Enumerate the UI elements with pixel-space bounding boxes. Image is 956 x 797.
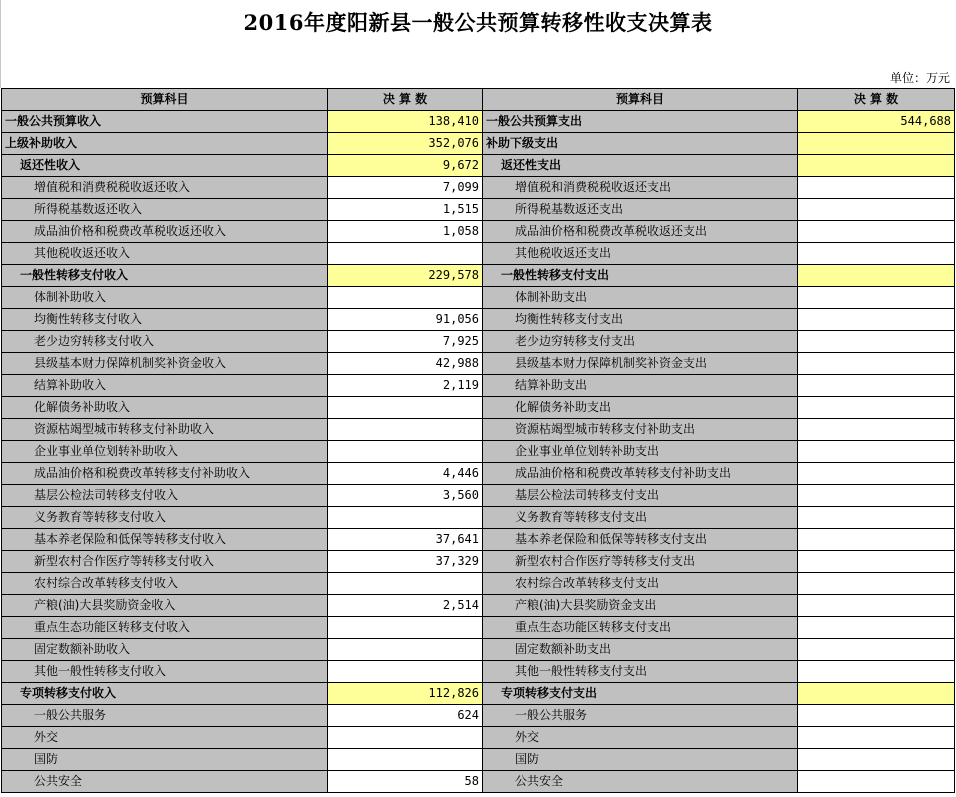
revenue-value-cell[interactable] (328, 397, 483, 419)
expenditure-item-cell[interactable]: 基本养老保险和低保等转移支付支出 (483, 529, 798, 551)
expenditure-value-cell[interactable] (798, 441, 955, 463)
expenditure-item-cell[interactable]: 义务教育等转移支付支出 (483, 507, 798, 529)
table-row (2, 419, 955, 441)
table-row (2, 705, 955, 727)
report-title: 2016年度阳新县一般公共预算转移性收支决算表 (243, 10, 713, 35)
revenue-value-cell[interactable] (328, 243, 483, 265)
table-row (2, 507, 955, 529)
revenue-item-cell[interactable]: 所得税基数返还收入 (2, 199, 328, 221)
table-row (2, 595, 955, 617)
revenue-value-cell[interactable]: 1,515 (328, 199, 483, 221)
table-row (2, 155, 955, 177)
revenue-value-cell[interactable]: 3,560 (328, 485, 483, 507)
revenue-value-cell[interactable] (328, 419, 483, 441)
revenue-item-cell[interactable]: 新型农村合作医疗等转移支付收入 (2, 551, 328, 573)
table-row (2, 243, 955, 265)
revenue-value-cell[interactable]: 2,514 (328, 595, 483, 617)
expenditure-value-cell[interactable] (798, 507, 955, 529)
expenditure-value-cell[interactable] (798, 221, 955, 243)
revenue-value-cell[interactable]: 112,826 (328, 683, 483, 705)
expenditure-item-cell[interactable]: 资源枯竭型城市转移支付补助支出 (483, 419, 798, 441)
expenditure-value-cell[interactable] (798, 463, 955, 485)
expenditure-value-cell[interactable] (798, 353, 955, 375)
table-row (2, 199, 955, 221)
revenue-item-cell[interactable]: 老少边穷转移支付收入 (2, 331, 328, 353)
expenditure-item-cell[interactable]: 专项转移支付支出 (483, 683, 798, 705)
revenue-item-cell[interactable]: 其他税收返还收入 (2, 243, 328, 265)
revenue-item-cell[interactable]: 企业事业单位划转补助收入 (2, 441, 328, 463)
revenue-value-cell[interactable]: 624 (328, 705, 483, 727)
revenue-value-cell[interactable] (328, 749, 483, 771)
table-row (2, 727, 955, 749)
expenditure-item-cell[interactable]: 基层公检法司转移支付支出 (483, 485, 798, 507)
expenditure-item-cell[interactable]: 外交 (483, 727, 798, 749)
revenue-value-cell[interactable]: 9,672 (328, 155, 483, 177)
revenue-item-cell[interactable]: 产粮(油)大县奖励资金收入 (2, 595, 328, 617)
table-row (2, 309, 955, 331)
table-row (2, 573, 955, 595)
expenditure-value-cell[interactable] (798, 705, 955, 727)
table-row (2, 221, 955, 243)
expenditure-item-cell[interactable]: 化解债务补助支出 (483, 397, 798, 419)
expenditure-value-cell[interactable] (798, 485, 955, 507)
expenditure-value-cell[interactable] (798, 287, 955, 309)
expenditure-value-cell[interactable] (798, 133, 955, 155)
table-row (2, 331, 955, 353)
expenditure-item-cell[interactable]: 所得税基数返还支出 (483, 199, 798, 221)
table-row (2, 749, 955, 771)
revenue-item-cell[interactable]: 外交 (2, 727, 328, 749)
header-left-value: 决 算 数 (328, 89, 483, 111)
expenditure-item-cell[interactable]: 返还性支出 (483, 155, 798, 177)
expenditure-value-cell[interactable] (798, 727, 955, 749)
revenue-value-cell[interactable]: 138,410 (328, 111, 483, 133)
revenue-value-cell[interactable] (328, 661, 483, 683)
table-row (2, 529, 955, 551)
revenue-value-cell[interactable]: 37,641 (328, 529, 483, 551)
expenditure-value-cell[interactable] (798, 331, 955, 353)
revenue-item-cell[interactable]: 国防 (2, 749, 328, 771)
revenue-value-cell[interactable]: 37,329 (328, 551, 483, 573)
revenue-value-cell[interactable]: 7,099 (328, 177, 483, 199)
expenditure-value-cell[interactable] (798, 749, 955, 771)
expenditure-value-cell[interactable] (798, 573, 955, 595)
header-left-item: 预算科目 (2, 89, 328, 111)
expenditure-value-cell[interactable] (798, 375, 955, 397)
expenditure-value-cell[interactable] (798, 155, 955, 177)
table-row (2, 397, 955, 419)
expenditure-item-cell[interactable]: 县级基本财力保障机制奖补资金支出 (483, 353, 798, 375)
revenue-value-cell[interactable] (328, 287, 483, 309)
expenditure-item-cell[interactable]: 成品油价格和税费改革转移支付补助支出 (483, 463, 798, 485)
revenue-item-cell[interactable]: 成品油价格和税费改革税收返还收入 (2, 221, 328, 243)
revenue-value-cell[interactable]: 229,578 (328, 265, 483, 287)
expenditure-item-cell[interactable]: 国防 (483, 749, 798, 771)
revenue-item-cell[interactable]: 一般性转移支付收入 (2, 265, 328, 287)
expenditure-item-cell[interactable]: 增值税和消费税税收返还支出 (483, 177, 798, 199)
revenue-item-cell[interactable]: 专项转移支付收入 (2, 683, 328, 705)
expenditure-item-cell[interactable]: 企业事业单位划转补助支出 (483, 441, 798, 463)
expenditure-value-cell[interactable] (798, 419, 955, 441)
expenditure-value-cell[interactable] (798, 683, 955, 705)
expenditure-item-cell[interactable]: 产粮(油)大县奖励资金支出 (483, 595, 798, 617)
expenditure-item-cell[interactable]: 结算补助支出 (483, 375, 798, 397)
table-row (2, 639, 955, 661)
expenditure-item-cell[interactable]: 其他一般性转移支付支出 (483, 661, 798, 683)
expenditure-item-cell[interactable]: 一般性转移支付支出 (483, 265, 798, 287)
expenditure-item-cell[interactable]: 一般公共服务 (483, 705, 798, 727)
revenue-value-cell[interactable]: 2,119 (328, 375, 483, 397)
table-row (2, 287, 955, 309)
expenditure-item-cell[interactable]: 成品油价格和税费改革税收返还支出 (483, 221, 798, 243)
revenue-value-cell[interactable] (328, 617, 483, 639)
revenue-value-cell[interactable]: 91,056 (328, 309, 483, 331)
table-row (2, 485, 955, 507)
expenditure-value-cell[interactable] (798, 617, 955, 639)
revenue-item-cell[interactable]: 结算补助收入 (2, 375, 328, 397)
expenditure-item-cell[interactable]: 新型农村合作医疗等转移支付支出 (483, 551, 798, 573)
expenditure-value-cell[interactable] (798, 661, 955, 683)
revenue-value-cell[interactable]: 58 (328, 771, 483, 793)
transfer-budget-table (1, 88, 955, 793)
header-right-value: 决 算 数 (798, 89, 955, 111)
revenue-item-cell[interactable]: 基本养老保险和低保等转移支付收入 (2, 529, 328, 551)
revenue-value-cell[interactable] (328, 507, 483, 529)
table-row (2, 661, 955, 683)
revenue-item-cell[interactable]: 成品油价格和税费改革转移支付补助收入 (2, 463, 328, 485)
revenue-item-cell[interactable]: 重点生态功能区转移支付收入 (2, 617, 328, 639)
revenue-item-cell[interactable]: 均衡性转移支付收入 (2, 309, 328, 331)
table-row (2, 617, 955, 639)
revenue-item-cell[interactable]: 固定数额补助收入 (2, 639, 328, 661)
revenue-item-cell[interactable]: 增值税和消费税税收返还收入 (2, 177, 328, 199)
revenue-value-cell[interactable]: 4,446 (328, 463, 483, 485)
table-row (2, 133, 955, 155)
table-row (2, 441, 955, 463)
table-row (2, 771, 955, 793)
revenue-value-cell[interactable] (328, 441, 483, 463)
expenditure-value-cell[interactable] (798, 639, 955, 661)
revenue-item-cell[interactable]: 一般公共预算收入 (2, 111, 328, 133)
revenue-value-cell[interactable]: 42,988 (328, 353, 483, 375)
expenditure-value-cell[interactable] (798, 595, 955, 617)
revenue-value-cell[interactable] (328, 727, 483, 749)
expenditure-item-cell[interactable]: 固定数额补助支出 (483, 639, 798, 661)
revenue-value-cell[interactable]: 7,925 (328, 331, 483, 353)
expenditure-item-cell[interactable]: 重点生态功能区转移支付支出 (483, 617, 798, 639)
header-row (2, 89, 955, 111)
expenditure-value-cell[interactable] (798, 309, 955, 331)
expenditure-value-cell[interactable] (798, 265, 955, 287)
table-row (2, 551, 955, 573)
expenditure-value-cell[interactable] (798, 771, 955, 793)
revenue-item-cell[interactable]: 上级补助收入 (2, 133, 328, 155)
table-row (2, 177, 955, 199)
expenditure-value-cell[interactable] (798, 199, 955, 221)
expenditure-item-cell[interactable]: 补助下级支出 (483, 133, 798, 155)
unit-label: 单位：万元 (889, 71, 950, 85)
revenue-value-cell[interactable] (328, 573, 483, 595)
expenditure-value-cell[interactable] (798, 551, 955, 573)
expenditure-item-cell[interactable]: 体制补助支出 (483, 287, 798, 309)
revenue-item-cell[interactable]: 体制补助收入 (2, 287, 328, 309)
expenditure-value-cell[interactable] (798, 529, 955, 551)
revenue-value-cell[interactable]: 1,058 (328, 221, 483, 243)
expenditure-item-cell[interactable]: 一般公共预算支出 (483, 111, 798, 133)
revenue-item-cell[interactable]: 义务教育等转移支付收入 (2, 507, 328, 529)
revenue-item-cell[interactable]: 其他一般性转移支付收入 (2, 661, 328, 683)
revenue-value-cell[interactable]: 352,076 (328, 133, 483, 155)
table-row (2, 463, 955, 485)
table-body (2, 111, 955, 793)
expenditure-item-cell[interactable]: 其他税收返还支出 (483, 243, 798, 265)
expenditure-value-cell[interactable]: 544,688 (798, 111, 955, 133)
revenue-item-cell[interactable]: 基层公检法司转移支付收入 (2, 485, 328, 507)
revenue-value-cell[interactable] (328, 639, 483, 661)
revenue-item-cell[interactable]: 一般公共服务 (2, 705, 328, 727)
table-row (2, 265, 955, 287)
expenditure-item-cell[interactable]: 公共安全 (483, 771, 798, 793)
expenditure-item-cell[interactable]: 均衡性转移支付支出 (483, 309, 798, 331)
revenue-item-cell[interactable]: 返还性收入 (2, 155, 328, 177)
table-row (2, 353, 955, 375)
revenue-item-cell[interactable]: 公共安全 (2, 771, 328, 793)
expenditure-item-cell[interactable]: 农村综合改革转移支付支出 (483, 573, 798, 595)
expenditure-value-cell[interactable] (798, 243, 955, 265)
expenditure-value-cell[interactable] (798, 177, 955, 199)
revenue-item-cell[interactable]: 县级基本财力保障机制奖补资金收入 (2, 353, 328, 375)
header-right-item: 预算科目 (483, 89, 798, 111)
table-row (2, 375, 955, 397)
revenue-item-cell[interactable]: 农村综合改革转移支付收入 (2, 573, 328, 595)
table-row (2, 683, 955, 705)
expenditure-value-cell[interactable] (798, 397, 955, 419)
expenditure-item-cell[interactable]: 老少边穷转移支付支出 (483, 331, 798, 353)
revenue-item-cell[interactable]: 资源枯竭型城市转移支付补助收入 (2, 419, 328, 441)
revenue-item-cell[interactable]: 化解债务补助收入 (2, 397, 328, 419)
table-row (2, 111, 955, 133)
